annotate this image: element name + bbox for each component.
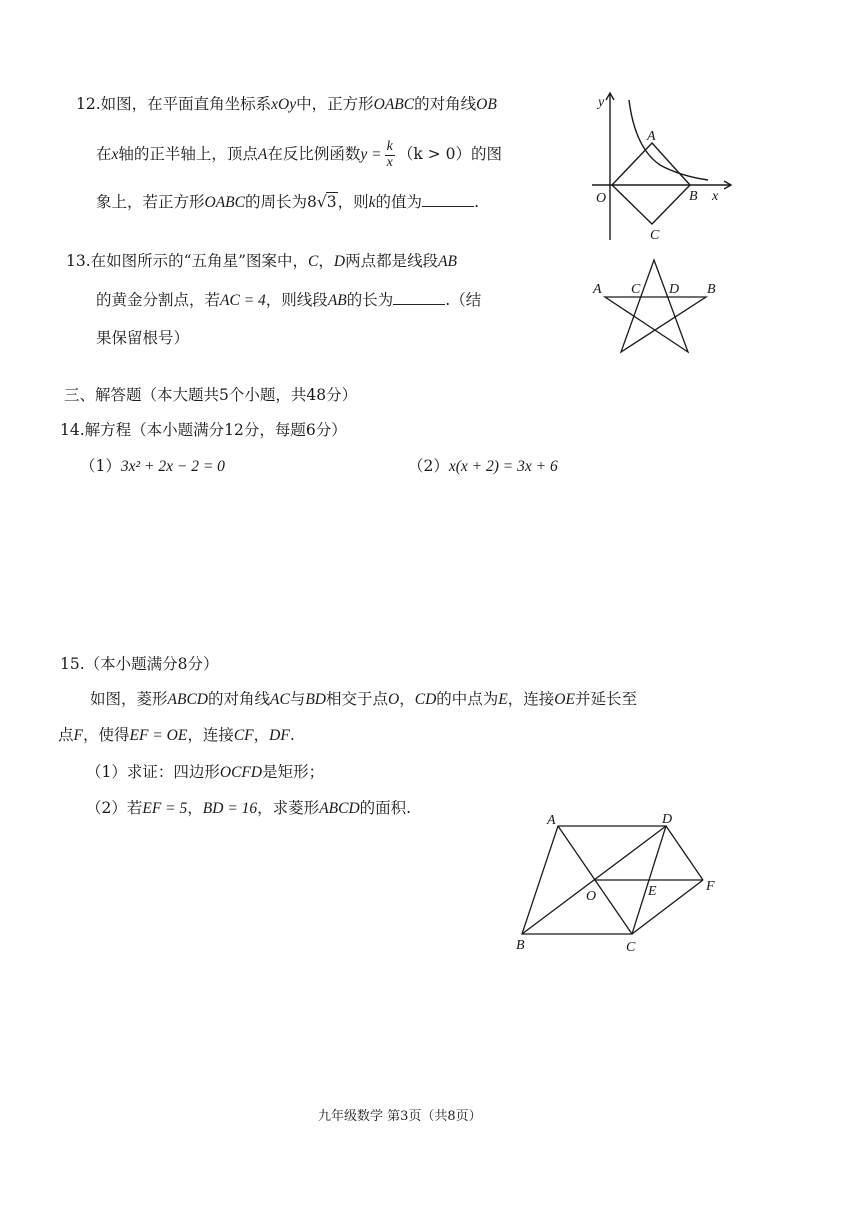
q12-figure bbox=[580, 88, 740, 248]
label-c: C bbox=[626, 940, 636, 954]
square-oabc bbox=[612, 143, 690, 224]
answer-blank bbox=[393, 292, 445, 305]
label-b: B bbox=[689, 189, 698, 204]
q14-part1: （1）3x² + 2x − 2 = 0 bbox=[80, 457, 225, 475]
hyperbola-curve bbox=[629, 100, 708, 180]
label-o: O bbox=[586, 889, 597, 904]
label-a: A bbox=[547, 813, 556, 828]
q15-part1: （1）求证：四边形OCFD是矩形； bbox=[86, 763, 325, 781]
section-3-heading: 三、解答题（本大题共5个小题，共48分） bbox=[64, 386, 358, 404]
label-y: y bbox=[598, 95, 605, 110]
sqrt-sign: √ bbox=[316, 193, 327, 211]
q15-title: 15.（本小题满分8分） bbox=[60, 655, 219, 673]
q14-part2: （2）x(x + 2) = 3x + 6 bbox=[408, 457, 558, 475]
q13-star-figure bbox=[588, 252, 728, 362]
q15-stem-line1: 如图，菱形ABCD的对角线AC与BD相交于点O，CD的中点为E，连接OE并延长至 bbox=[90, 690, 637, 708]
label-d: D bbox=[669, 282, 680, 297]
label-c: C bbox=[631, 282, 641, 297]
q12-number: 12. bbox=[76, 95, 101, 113]
q15-part2: （2）若EF = 5，BD = 16，求菱形ABCD的面积. bbox=[86, 799, 412, 817]
q12-line3: 象上，若正方形OABC的周长为8√3，则k的值为 . bbox=[96, 193, 479, 211]
star-outline bbox=[605, 260, 706, 352]
q15-stem-line2: 点F，使得EF = OE，连接CF，DF. bbox=[58, 726, 295, 744]
q12-line2: 在x轴的正半轴上，顶点A在反比例函数y = $\frac{k}{x}$ （k > 0）的图 bbox=[96, 139, 502, 170]
q13-line3: 果保留根号） bbox=[96, 329, 190, 347]
label-x: x bbox=[712, 189, 719, 204]
page-footer: 九年级数学 第3页（共8页） bbox=[318, 1109, 482, 1124]
answer-blank bbox=[422, 194, 474, 207]
label-e: E bbox=[648, 884, 657, 899]
label-a: A bbox=[647, 129, 656, 144]
label-f: F bbox=[706, 879, 715, 894]
q13-number: 13. bbox=[66, 252, 91, 270]
q13-line1: 13.在如图所示的“五角星”图案中，C，D两点都是线段AB bbox=[66, 252, 458, 270]
label-d: D bbox=[662, 812, 673, 827]
label-a: A bbox=[593, 282, 602, 297]
fraction-k-over-x: $\frac{k}{x}$ bbox=[386, 139, 393, 170]
segment-df bbox=[666, 826, 703, 880]
label-b: B bbox=[707, 282, 716, 297]
segment-cf bbox=[632, 880, 703, 934]
label-b: B bbox=[516, 938, 525, 953]
q15-rhombus-figure bbox=[510, 806, 730, 954]
label-o: O bbox=[596, 191, 607, 206]
label-c: C bbox=[650, 228, 660, 243]
q12-line1: 12.如图，在平面直角坐标系xOy中，正方形OABC的对角线OB bbox=[76, 95, 497, 113]
q14-title: 14.解方程（本小题满分12分，每题6分） bbox=[60, 421, 347, 439]
q13-line2: 的黄金分割点，若AC = 4，则线段AB的长为 .（结 bbox=[96, 291, 482, 309]
